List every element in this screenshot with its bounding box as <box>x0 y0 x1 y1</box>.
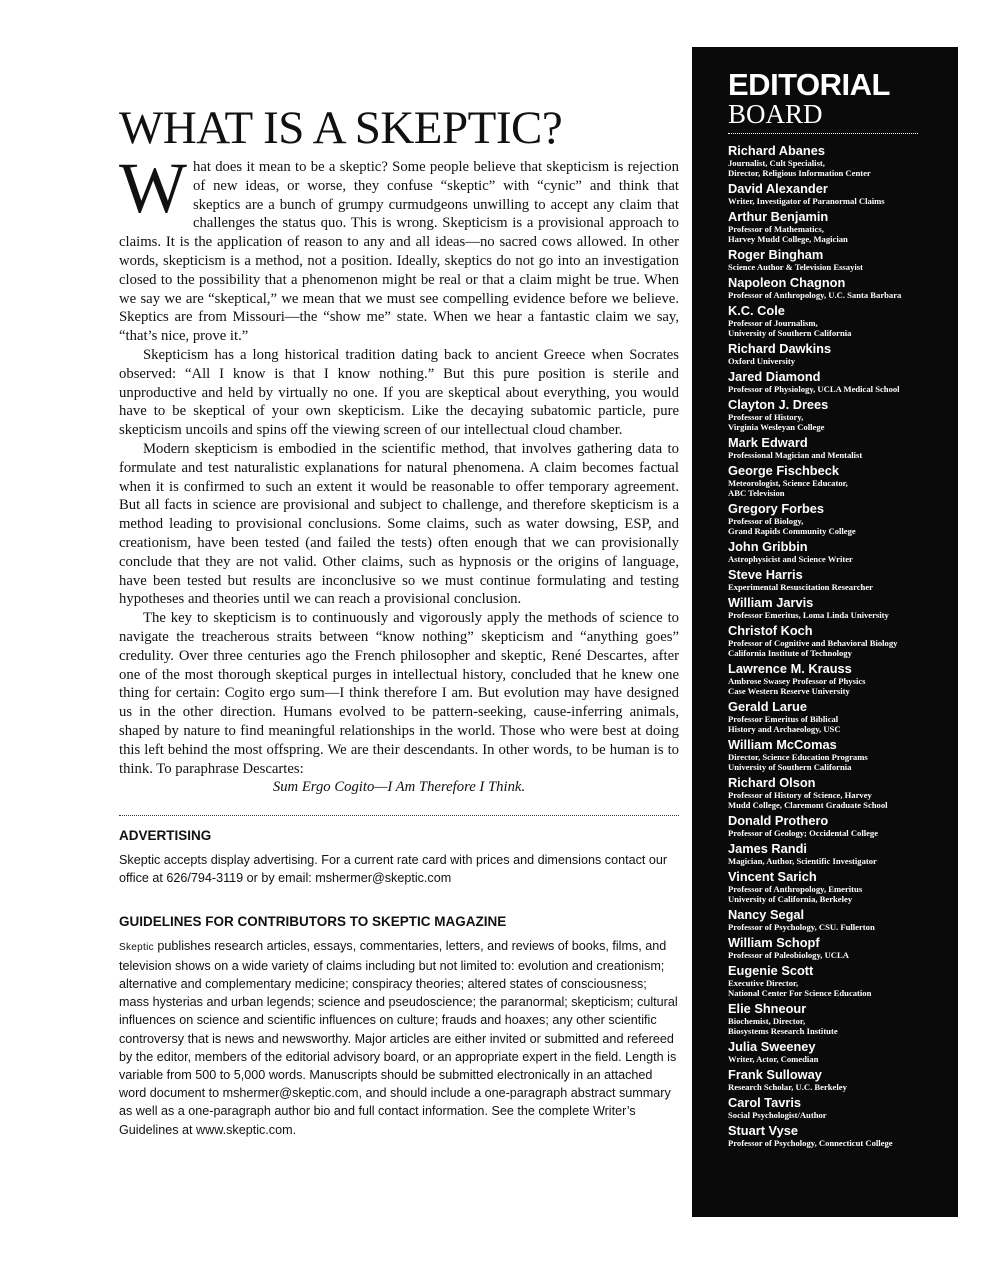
advertising-heading: ADVERTISING <box>119 828 212 844</box>
board-member <box>728 700 958 734</box>
member-name: Lawrence M. Krauss <box>728 661 852 676</box>
board-member <box>728 276 958 300</box>
member-description: University of Southern California <box>728 762 852 772</box>
board-member <box>728 248 958 272</box>
member-description: Magician, Author, Scientific Investigator <box>728 856 877 866</box>
member-description: Mudd College, Claremont Graduate School <box>728 800 888 810</box>
member-description: Ambrose Swasey Professor of Physics <box>728 676 866 686</box>
board-member <box>728 964 958 998</box>
member-description: Oxford University <box>728 356 796 366</box>
member-name: Nancy Segal <box>728 907 805 922</box>
member-name: Christof Koch <box>728 623 813 638</box>
board-member <box>728 936 958 960</box>
board-member <box>728 1002 958 1036</box>
member-name: William McComas <box>728 737 837 752</box>
board-member <box>728 464 958 498</box>
article-body <box>119 148 679 797</box>
board-member <box>728 662 958 696</box>
member-description: Journalist, Cult Specialist, <box>728 158 825 168</box>
member-name: Gregory Forbes <box>728 501 825 516</box>
board-member <box>728 596 958 620</box>
guidelines-text: Skeptic publishes research articles, essays, commentaries, letters, and reviews of books, films, and television shows on a wide variety of claims including but not limited to: evolution and creationism; alternative and complementary medicine; conspiracy theories; altered states of consciousness; mass hysterias and urban legends; science and pseudoscience; the paranormal; skepticism; cultural influences on science and scientific influences on culture; frauds and hoaxes; any other scientific controversy that is news and newsworthy. Major articles are either invited or submitted and refereed by the editor, members of the editorial advisory board, or an appropriate expert in the field. Length is variable from 500 to 5,000 words. Manuscripts should be submitted electronically in an attached word document to mshermer@skeptic.com, and should include a one-paragraph abstract summary as well as a one-paragraph author bio and full contact information. See the complete Writer’s Guidelines at www.skeptic.com. <box>119 938 678 1137</box>
member-description: Biosystems Research Institute <box>728 1026 838 1036</box>
member-description: Professor of History of Science, Harvey <box>728 790 872 800</box>
member-name: Arthur Benjamin <box>728 209 829 224</box>
member-name: William Jarvis <box>728 595 814 610</box>
board-member <box>728 738 958 772</box>
member-description: Professor of Anthropology, Emeritus <box>728 884 863 894</box>
member-description: Grand Rapids Community College <box>728 526 856 536</box>
member-description: Professor of Biology, <box>728 516 804 526</box>
member-description: Director, Science Education Programs <box>728 752 868 762</box>
member-name: Julia Sweeney <box>728 1039 816 1054</box>
drop-cap: W <box>119 148 187 228</box>
member-name: Elie Shneour <box>728 1001 807 1016</box>
member-name: Richard Olson <box>728 775 816 790</box>
board-member <box>728 398 958 432</box>
member-description: University of California, Berkeley <box>728 894 853 904</box>
member-name: Gerald Larue <box>728 699 807 714</box>
member-description: Professor of Mathematics, <box>728 224 824 234</box>
member-name: Eugenie Scott <box>728 963 814 978</box>
board-title: EDITORIAL <box>728 67 890 102</box>
member-description: Meteorologist, Science Educator, <box>728 478 848 488</box>
member-description: Professor of Psychology, Connecticut College <box>728 1138 893 1148</box>
board-member <box>728 1040 958 1064</box>
member-description: Harvey Mudd College, Magician <box>728 234 848 244</box>
member-description: Professor of Cognitive and Behavioral Biology <box>728 638 898 648</box>
member-description: Professor of Geology; Occidental College <box>728 828 879 838</box>
board-subtitle: BOARD <box>728 99 823 129</box>
board-member <box>728 370 958 394</box>
member-description: Experimental Resuscitation Researcher <box>728 582 873 592</box>
board-member <box>728 814 958 838</box>
member-name: William Schopf <box>728 935 820 950</box>
member-description: California Institute of Technology <box>728 648 852 658</box>
section-divider <box>119 815 679 816</box>
member-description: Science Author & Television Essayist <box>728 262 863 272</box>
board-member <box>728 182 958 206</box>
member-description: Writer, Actor, Comedian <box>728 1054 819 1064</box>
board-member <box>728 342 958 366</box>
member-description: Professor Emeritus, Loma Linda University <box>728 610 889 620</box>
member-name: George Fischbeck <box>728 463 839 478</box>
member-description: Professional Magician and Mentalist <box>728 450 863 460</box>
board-member <box>728 210 958 244</box>
member-description: Professor of History, <box>728 412 804 422</box>
member-name: David Alexander <box>728 181 828 196</box>
editorial-board-panel <box>692 47 958 1217</box>
member-name: Donald Prothero <box>728 813 829 828</box>
magazine-name: Skeptic <box>119 941 154 953</box>
article-paragraph-4: The key to skepticism is to continuously and vigorously apply the methods of science to navigate the treacherous straits between “know nothing” skepticism and “anything goes” credulity. Over three centuries ago the French philosopher and skeptic, René Descartes, after one of the most thorough skeptical purges in intellectual history, concluded that he knew one thing for certain: Cogito ergo sum—I think therefore I am. But evolution may have designed us in the other direction. Humans evolved to be pattern-seeking, cause-inferring animals, shaped by nature to find meaningful relationships in the world. Those who were best at doing this left behind the most offspring. We are their descendants. In other words, to be human is to think. To paraphrase Descartes: <box>119 610 679 777</box>
member-name: James Randi <box>728 841 807 856</box>
member-description: ABC Television <box>728 488 785 498</box>
member-description: Research Scholar, U.C. Berkeley <box>728 1082 847 1092</box>
article-paragraph-1 <box>119 148 679 346</box>
board-member <box>728 502 958 536</box>
board-divider <box>728 133 918 134</box>
board-member <box>728 908 958 932</box>
member-name: Mark Edward <box>728 435 808 450</box>
member-description: Executive Director, <box>728 978 799 988</box>
member-description: Case Western Reserve University <box>728 686 850 696</box>
member-description: Astrophysicist and Science Writer <box>728 554 853 564</box>
member-description: University of Southern California <box>728 328 852 338</box>
member-description: Writer, Investigator of Paranormal Claims <box>728 196 885 206</box>
board-member <box>728 776 958 810</box>
member-description: Professor of Physiology, UCLA Medical School <box>728 384 900 394</box>
member-name: Stuart Vyse <box>728 1123 798 1138</box>
board-member <box>728 1068 958 1092</box>
board-member <box>728 144 958 178</box>
member-name: K.C. Cole <box>728 303 785 318</box>
member-description: Professor Emeritus of Biblical <box>728 714 839 724</box>
member-description: Professor of Journalism, <box>728 318 818 328</box>
member-name: Jared Diamond <box>728 369 821 384</box>
main-column <box>119 98 679 1139</box>
board-member <box>728 624 958 658</box>
member-description: National Center For Science Education <box>728 988 872 998</box>
member-name: Richard Dawkins <box>728 341 832 356</box>
member-description: Social Psychologist/Author <box>728 1110 827 1120</box>
member-name: John Gribbin <box>728 539 808 554</box>
paragraph-text: hat does it mean to be a skeptic? Some people believe that skepticism is rejection of new ideas, or worse, they confuse “skeptic” with “cynic” and think that skeptics are a bunch of grumpy curmudgeons unwilling to accept any claim that challenges the status quo. This is wrong. Skepticism is a provisional approach to claims. It is the application of reason to any and all ideas—no sacred cows allowed. In other words, skepticism is a method, not a position. Ideally, skeptics do not go into an investigation closed to the possibility that a phenomenon might be real or that a claim might be true. When we say we are “skeptical,” we mean that we must see compelling evidence before we believe. Skeptics are from Missouri—the “show me” state. When we hear a fantastic claim we say, “that’s nice, prove it.” <box>119 159 679 345</box>
board-member <box>728 436 958 460</box>
member-name: Frank Sulloway <box>728 1067 822 1082</box>
member-name: Vincent Sarich <box>728 869 817 884</box>
member-name: Clayton J. Drees <box>728 397 829 412</box>
member-name: Steve Harris <box>728 567 803 582</box>
member-name: Napoleon Chagnon <box>728 275 846 290</box>
member-description: Professor of Paleobiology, UCLA <box>728 950 849 960</box>
member-name: Richard Abanes <box>728 143 825 158</box>
closing-quote: Sum Ergo Cogito—I Am Therefore I Think. <box>272 779 526 796</box>
board-member <box>728 1096 958 1120</box>
board-member <box>728 842 958 866</box>
page-title: WHAT IS A SKEPTIC? <box>119 102 563 154</box>
member-description: History and Archaeology, USC <box>728 724 841 734</box>
board-member-list <box>728 144 958 1148</box>
board-member <box>728 540 958 564</box>
member-description: Virginia Wesleyan College <box>728 422 825 432</box>
board-member <box>728 568 958 592</box>
member-description: Professor of Psychology, CSU. Fullerton <box>728 922 875 932</box>
board-member <box>728 870 958 904</box>
board-member <box>728 304 958 338</box>
guidelines-heading: GUIDELINES FOR CONTRIBUTORS TO SKEPTIC MAGAZINE <box>119 913 507 929</box>
member-description: Biochemist, Director, <box>728 1016 806 1026</box>
member-description: Professor of Anthropology, U.C. Santa Barbara <box>728 290 902 300</box>
article-paragraph-3: Modern skepticism is embodied in the scientific method, that involves gathering data to formulate and test naturalistic explanations for natural phenomena. A claim becomes factual when it is confirmed to such an extent it would be reasonable to offer temporary agreement. But all facts in science are provisional and subject to challenge, and therefore skepticism is a method leading to provisional conclusions. Some claims, such as water dowsing, ESP, and creationism, have been tested (and failed the tests) often enough that we can provisionally conclude that they are not valid. Other claims, such as hypnosis or the origins of language, have been tested but results are inconclusive so we must continue formulating and testing hypotheses and theories until we can reach a provisional conclusion. <box>119 440 679 608</box>
article-paragraph-2: Skepticism has a long historical tradition dating back to ancient Greece when Socrates observed: “All I know is that I know nothing.” But this pure position is sterile and unproductive and held by virtually no one. If you are skeptical about everything, you would have to be skeptical of your own skepticism. Like the decaying subatomic particle, pure skepticism uncoils and spins off the viewing screen of our intellectual cloud chamber. <box>119 346 679 439</box>
advertising-text: Skeptic accepts display advertising. For a current rate card with prices and dimensions contact our office at 626/794-3119 or by email: mshermer@skeptic.com <box>119 853 668 886</box>
board-member <box>728 1124 958 1148</box>
member-name: Roger Bingham <box>728 247 824 262</box>
member-description: Director, Religious Information Center <box>728 168 871 178</box>
member-name: Carol Tavris <box>728 1095 802 1110</box>
